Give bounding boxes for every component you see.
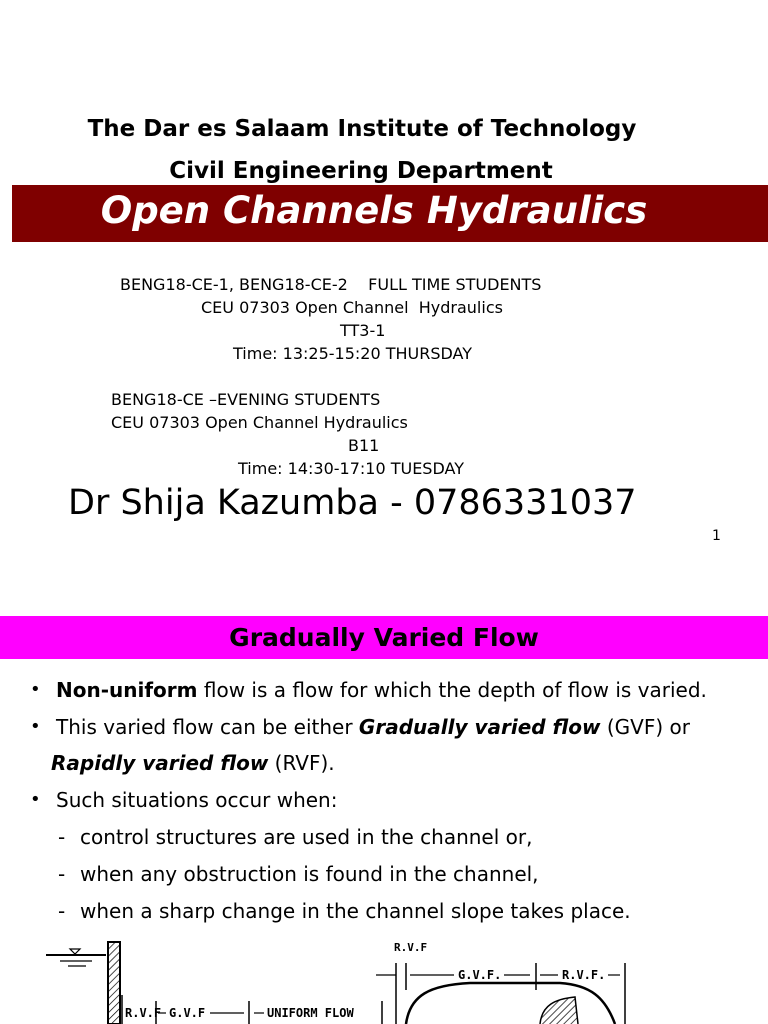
- fulltime-line3: TT3-1: [340, 321, 386, 340]
- term-nonuniform: Non-uniform: [56, 678, 198, 702]
- evening-line1: BENG18-CE –EVENING STUDENTS: [111, 390, 381, 409]
- term-gvf: Gradually varied flow: [358, 715, 601, 739]
- water-level-icon: [70, 949, 80, 954]
- bullet-icon: •: [30, 789, 41, 810]
- fulltime-line4: Time: 13:25-15:20 THURSDAY: [233, 344, 473, 363]
- sub-item: - control structures are used in the channel or,: [58, 825, 533, 849]
- evening-line2: CEU 07303 Open Channel Hydraulics: [111, 413, 408, 432]
- lecturer-contact: Dr Shija Kazumba - 0786331037: [68, 483, 637, 523]
- gvf-title: Gradually Varied Flow: [229, 623, 539, 652]
- bullet2-text: This varied flow can be either: [56, 715, 359, 739]
- bullet-icon: •: [30, 716, 41, 737]
- evening-line4: Time: 14:30-17:10 TUESDAY: [238, 459, 464, 478]
- water-profile-curve: [406, 983, 615, 1024]
- page-number: 1: [712, 528, 721, 544]
- bullet-varied-flow: [30, 709, 690, 745]
- institution-name: The Dar es Salaam Institute of Technology: [87, 116, 637, 142]
- sub-item: - when any obstruction is found in the channel,: [58, 862, 539, 886]
- bullet-situations: [30, 782, 337, 818]
- sub-item-text: when a sharp change in the channel slope takes place.: [80, 899, 631, 923]
- bullet1-text: flow is a flow for which the depth of flow is varied.: [197, 678, 707, 702]
- top-rvf-label: R.V.F: [394, 941, 428, 954]
- bullet2-mid: (GVF) or: [600, 715, 690, 739]
- sub-item: - when a sharp change in the channel slope takes place.: [58, 899, 631, 923]
- bullet3-text: Such situations occur when:: [56, 788, 338, 812]
- term-rvf: Rapidly varied flow: [51, 751, 269, 775]
- bullet-nonuniform: [30, 672, 707, 708]
- sluice-gate: [108, 942, 120, 1024]
- bullet-varied-flow-cont: [51, 745, 335, 781]
- flow-profile-diagram: [30, 935, 750, 1024]
- top-rvf2-label: R.V.F.: [562, 968, 606, 982]
- slide-title: Open Channels Hydraulics: [100, 189, 648, 232]
- gvf-label: G.V.F: [169, 1006, 206, 1020]
- obstruction-hump: [540, 997, 578, 1024]
- sub-item-text: when any obstruction is found in the channel,: [80, 862, 539, 886]
- department-name: Civil Engineering Department: [169, 158, 553, 184]
- uniform-flow-label: UNIFORM FLOW: [267, 1006, 354, 1020]
- evening-line3: B11: [348, 436, 380, 455]
- bullet-icon: •: [30, 679, 41, 700]
- top-gvf-label: G.V.F.: [458, 968, 502, 982]
- fulltime-line1: BENG18-CE-1, BENG18-CE-2 FULL TIME STUDENTS: [120, 275, 542, 294]
- fulltime-line2: CEU 07303 Open Channel Hydraulics: [201, 298, 503, 317]
- sub-item-text: control structures are used in the channel or,: [80, 825, 533, 849]
- bullet2-post: (RVF).: [268, 751, 335, 775]
- rvf-label: R.V.F: [125, 1006, 162, 1020]
